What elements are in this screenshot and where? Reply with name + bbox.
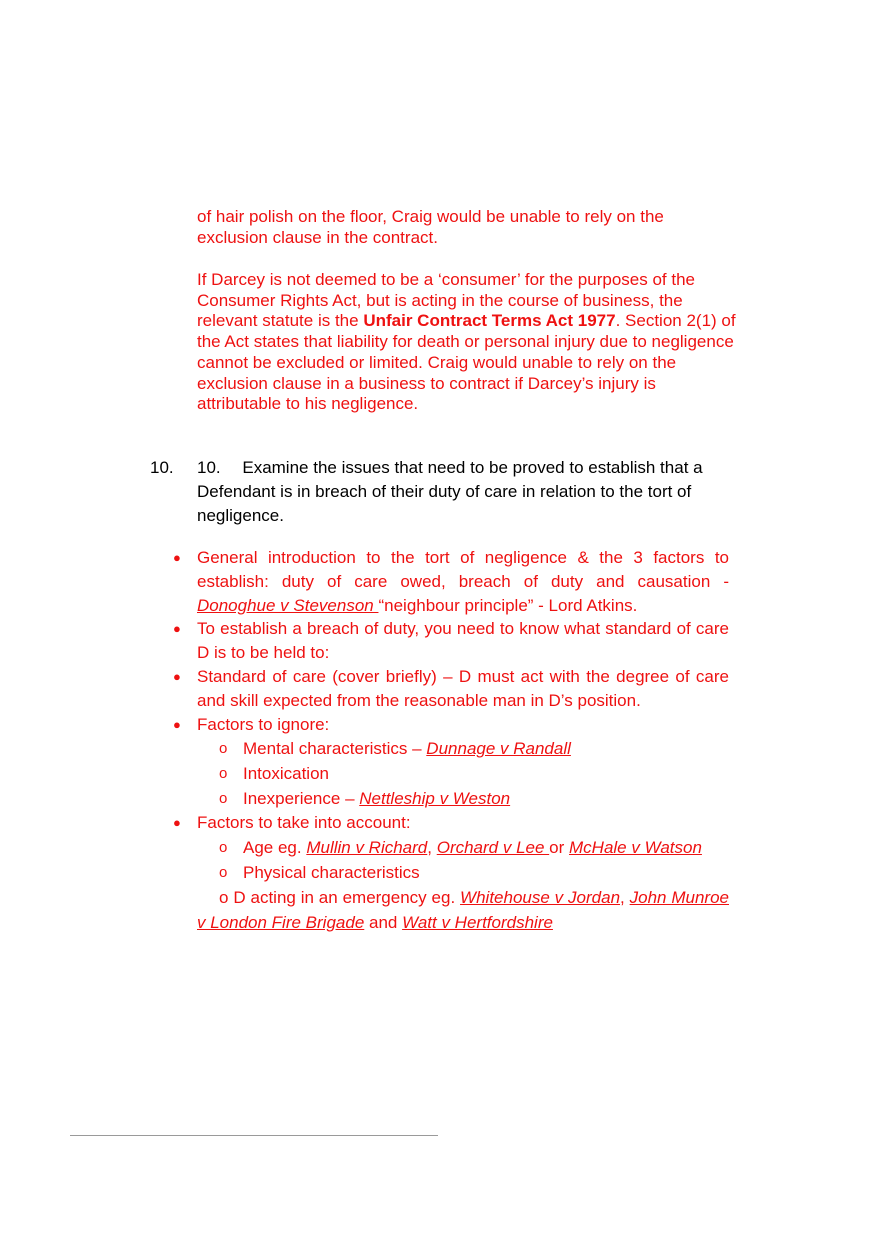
footnote-separator [70, 1135, 438, 1136]
case-citation: Whitehouse v Jordan [460, 888, 621, 908]
answer-paragraph-2 [197, 270, 737, 415]
bullet-icon: ● [173, 621, 181, 637]
case-citation: McHale v Watson [569, 838, 702, 858]
statute-name: Unfair Contract Terms Act 1977 [363, 311, 616, 331]
list-item: ● General introduction to the tort of negligence & the 3 factors to establish: duty of care owed, breach of duty and causation - Donoghue v Stevenson “neighbour principle” - Lord Atkins. [173, 548, 729, 615]
case-citation: Donoghue v Stevenson [197, 595, 379, 615]
case-citation: Mullin v Richard [306, 838, 428, 858]
case-citation: Nettleship v Weston [359, 789, 511, 809]
case-citation: Watt v Hertfordshire [402, 913, 553, 933]
sub-list-item: o Age eg. Mullin v Richard, Orchard v Lee or McHale v Watson [197, 835, 729, 860]
list-item: ● Factors to ignore: [197, 713, 729, 737]
list-item: ● To establish a breach of duty, you need to know what standard of care D is to be held to: [173, 619, 729, 663]
question-text: 10. Examine the issues that need to be proved to establish that a Defendant is in breach of their duty of care in relation to the tort of negligence. [197, 458, 703, 525]
case-citation: Orchard v Lee [436, 838, 550, 858]
case-citation: Dunnage v Randall [426, 739, 571, 759]
bullet-icon: ● [173, 815, 181, 831]
circle-bullet-icon: o [219, 888, 229, 908]
bullet-icon: ● [173, 550, 181, 565]
paragraph-2-text-end: . Section 2(1) of the Act states that liability for death or personal injury due to negligence cannot be excluded or limited. Craig would unable to rely on the exclusion clause in a business to contract if Darcey’s injury is attributable to his negligence. [197, 311, 736, 414]
list-item: ● Factors to take into account: [197, 811, 729, 835]
answer-paragraph-1: of hair polish on the floor, Craig would be unable to rely on the exclusion clause in the contract. [197, 207, 664, 247]
question-number: 10. [150, 458, 174, 477]
sub-list-item: o D acting in an emergency eg. Whitehouse v Jordan, John Munroe v London Fire Brigade and Watt v Hertfordshire [197, 888, 729, 933]
circle-bullet-icon: o [219, 864, 228, 882]
circle-bullet-icon: o [219, 765, 228, 783]
bullet-icon: ● [173, 668, 181, 684]
circle-bullet-icon: o [219, 790, 228, 808]
circle-bullet-icon: o [219, 839, 228, 857]
sub-list-item: o Inexperience – Nettleship v Weston [197, 786, 729, 811]
circle-bullet-icon: o [219, 740, 228, 758]
list-item: ● Standard of care (cover briefly) – D must act with the degree of care and skill expected from the reasonable man in D’s position. [173, 666, 729, 710]
sub-list-item: o Physical characteristics [197, 860, 729, 885]
bullet-icon: ● [173, 716, 181, 732]
sub-list-item: o Intoxication [197, 761, 729, 786]
answer-bullet-list [173, 546, 729, 935]
case-citation: John Munroe v London Fire Brigade [197, 888, 729, 933]
paragraph-2-text: If Darcey is not deemed to be a ‘consumer’ for the purposes of the Consumer Rights Act, but is acting in the course of business, the relevant statute is the [197, 270, 695, 331]
sub-list-item: o Mental characteristics – Dunnage v Randall [197, 736, 729, 761]
